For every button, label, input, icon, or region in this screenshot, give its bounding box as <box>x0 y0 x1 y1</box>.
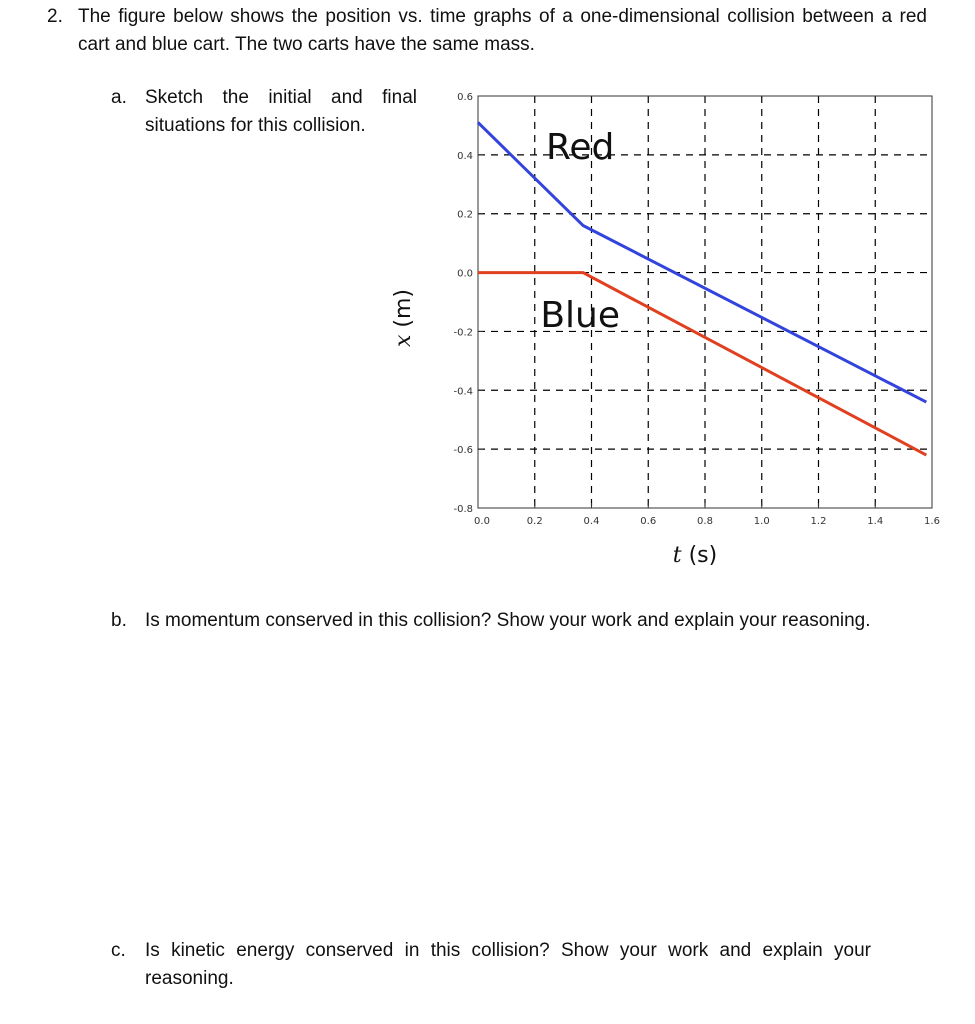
y-tick-label: 0.0 <box>457 268 473 280</box>
part-c-label: c. <box>111 940 126 961</box>
x-axis-label: t (s) <box>672 543 718 568</box>
x-tick-label: 1.2 <box>810 516 827 527</box>
annotation-blue: Blue <box>540 294 620 336</box>
part-b-text: Is momentum conserved in this collision? Show your work and explain your reasoning. <box>145 610 871 631</box>
part-a-label: a. <box>111 87 127 108</box>
x-tick-label: 0.0 <box>474 516 490 527</box>
y-tick-label: -0.4 <box>453 386 473 398</box>
part-c-text: Is kinetic energy conserved in this collision? Show your work and explain your reasoning. <box>145 940 871 989</box>
question-number: 2. <box>47 6 63 27</box>
x-tick-label: 1.4 <box>867 516 884 527</box>
part-a-text: Sketch the initial and final situations for this collision. <box>145 87 417 136</box>
y-tick-label: -0.8 <box>453 504 473 515</box>
part-b <box>111 607 871 635</box>
x-tick-label: 0.2 <box>526 516 543 527</box>
x-tick-label: 0.4 <box>583 516 600 527</box>
x-tick-label: 1.0 <box>753 516 770 527</box>
y-tick-label: 0.2 <box>457 209 473 221</box>
y-tick-label: -0.2 <box>453 327 473 339</box>
y-tick-label: -0.6 <box>453 445 473 457</box>
y-tick-label: 0.4 <box>457 150 473 162</box>
question-text: The figure below shows the position vs. time graphs of a one-dimensional collision between a red cart and blue cart. The two carts have the same mass. <box>78 6 927 55</box>
part-b-label: b. <box>111 610 127 631</box>
x-tick-label: 0.6 <box>640 516 657 527</box>
y-axis-label: x (m) <box>391 288 416 348</box>
y-tick-label: 0.6 <box>457 92 473 103</box>
annotation-red: Red <box>545 127 615 169</box>
x-tick-label: 1.6 <box>924 516 940 527</box>
part-c <box>111 937 871 993</box>
x-tick-label: 0.8 <box>697 516 713 527</box>
